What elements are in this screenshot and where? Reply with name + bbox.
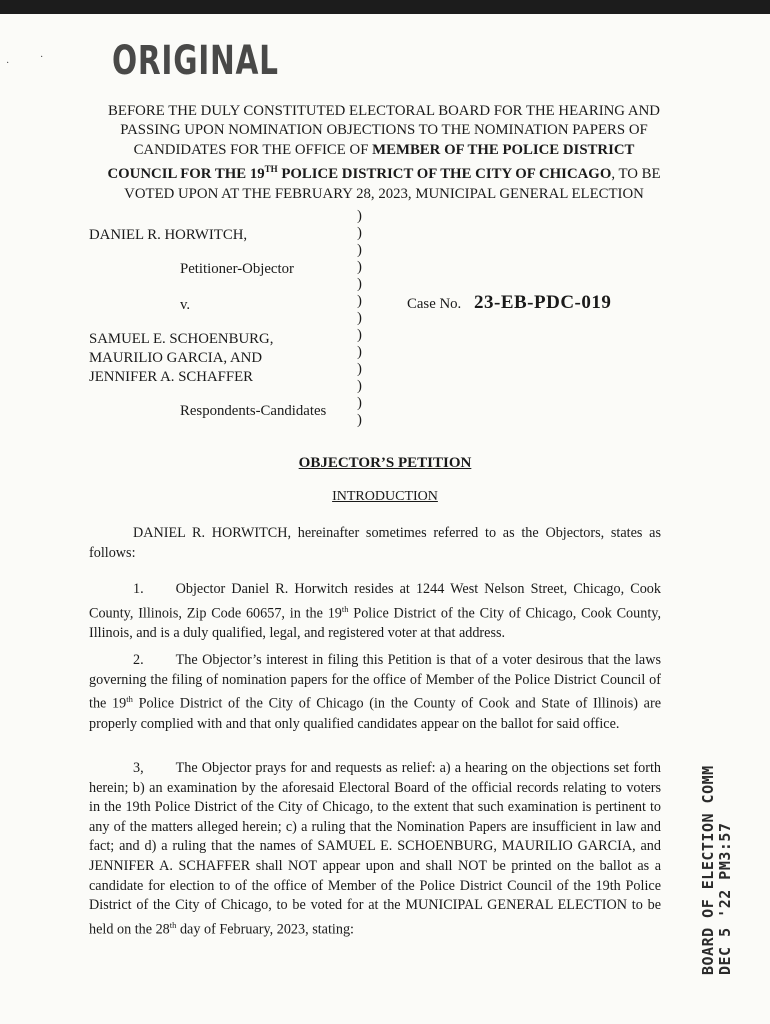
- paragraph-number: 3,: [133, 760, 144, 776]
- petitioner-name: DANIEL R. HORWITCH,: [89, 227, 248, 243]
- paragraph-text: The Objector’s interest in filing this Petition is that of a voter desirous that the laws governing the filing of nomination papers for the office of Member of the Police District Council of the 19: [89, 652, 661, 712]
- paren: ): [357, 361, 362, 377]
- respondent-name: JENNIFER A. SCHAFFER: [89, 369, 254, 385]
- paragraph-1: [89, 580, 661, 644]
- scan-top-edge: [0, 0, 770, 14]
- paragraph-text: Police District of the City of Chicago (in the County of Cook and State of Illinois) are properly complied with and that only qualified candidates appear on the ballot for said office.: [89, 695, 661, 732]
- paren: ): [357, 327, 362, 343]
- paragraph-text: The Objector prays for and requests as relief: a) a hearing on the objections set forth herein; b) an examination by the aforesaid Electoral Board of the official records relating to voters in the 19th Police District of the City of Chicago, to the extent that such examination is pertinent to any of the matters alleged herein; c) a ruling that the Nomination Papers are insufficient in law and fact; and d) a ruling that the names of SAMUEL E. SCHOENBURG, MAURILIO GARCIA, and JENNIFER A. SCHAFFER shall NOT appear upon and shall NOT be printed on the ballot as a candidate for election to of the office of Member of the Police District Council of the 19th Police District of the City of Chicago, to be voted for at the MUNICIPAL GENERAL ELECTION to be held on the 28: [89, 760, 661, 938]
- versus-label: v.: [180, 297, 191, 313]
- case-number-label: Case No.: [407, 296, 462, 312]
- stamp-line: DEC 5 '22 PM3:57: [716, 822, 734, 975]
- paragraph-text: Police District of the City of Chicago, Cook County, Illinois, and is a duly qualified, legal, and registered voter at that address.: [89, 605, 662, 641]
- paren: ): [357, 293, 362, 309]
- paren: ): [357, 208, 362, 224]
- caption-bold-text: POLICE DISTRICT OF THE CITY OF CHICAGO: [277, 166, 612, 183]
- scan-speck: ·: [6, 58, 10, 69]
- scan-speck: ·: [40, 52, 44, 63]
- document-title: OBJECTOR’S PETITION: [298, 455, 472, 471]
- caption-superscript: TH: [264, 164, 278, 175]
- case-number: 23-EB-PDC-019: [474, 292, 612, 313]
- caption-line: VOTED UPON AT THE FEBRUARY 28, 2023, MUNICIPAL GENERAL ELECTION: [124, 185, 644, 202]
- paragraph-text: day of February, 2023, stating:: [176, 921, 354, 938]
- stamp-line: BOARD OF ELECTION COMM: [699, 765, 717, 975]
- caption-line: PASSING UPON NOMINATION OBJECTIONS TO THE NOMINATION PAPERS OF: [120, 122, 648, 139]
- caption-text: , TO BE: [611, 166, 661, 183]
- caption-line: [80, 141, 688, 160]
- respondent-name: MAURILIO GARCIA, AND: [89, 350, 263, 366]
- caption-line: BEFORE THE DULY CONSTITUTED ELECTORAL BOARD FOR THE HEARING AND: [108, 103, 660, 119]
- paren: ): [357, 395, 362, 411]
- respondent-name: SAMUEL E. SCHOENBURG,: [89, 331, 274, 347]
- section-heading: INTRODUCTION: [332, 489, 438, 504]
- original-stamp: ORIGINAL: [112, 38, 279, 84]
- caption-line: [80, 160, 688, 184]
- paragraph-text: Objector Daniel R. Horwitch resides at 1244 West Nelson Street, Chicago, Cook County, Illinois, Zip Code 60657, in the 19: [89, 581, 661, 622]
- paragraph-3: [89, 759, 661, 940]
- paren: ): [357, 344, 362, 360]
- paren: ): [357, 378, 362, 394]
- caption-bold-text: MEMBER OF THE POLICE DISTRICT: [372, 141, 635, 158]
- paragraph-number: 1.: [133, 581, 144, 597]
- caption-text: CANDIDATES FOR THE OFFICE OF: [133, 141, 373, 158]
- intro-paragraph: DANIEL R. HORWITCH, hereinafter sometimes referred to as the Objectors, states as follows:: [89, 525, 661, 561]
- case-caption-heading: [80, 102, 688, 204]
- paren: ): [357, 259, 362, 275]
- paren: ): [357, 310, 362, 326]
- superscript: th: [169, 919, 177, 930]
- superscript: th: [126, 694, 133, 705]
- paren: ): [357, 412, 362, 428]
- paren: ): [357, 225, 362, 241]
- superscript: th: [341, 603, 349, 614]
- petitioner-role: Petitioner-Objector: [180, 261, 294, 277]
- paragraph-number: 2.: [133, 652, 144, 668]
- respondent-role: Respondents-Candidates: [180, 403, 327, 419]
- paren: ): [357, 242, 362, 258]
- paragraph-2: [89, 651, 661, 734]
- caption-bold-text: COUNCIL FOR THE 19: [107, 166, 265, 183]
- paren: ): [357, 276, 362, 292]
- board-of-election-received-stamp: [700, 765, 734, 975]
